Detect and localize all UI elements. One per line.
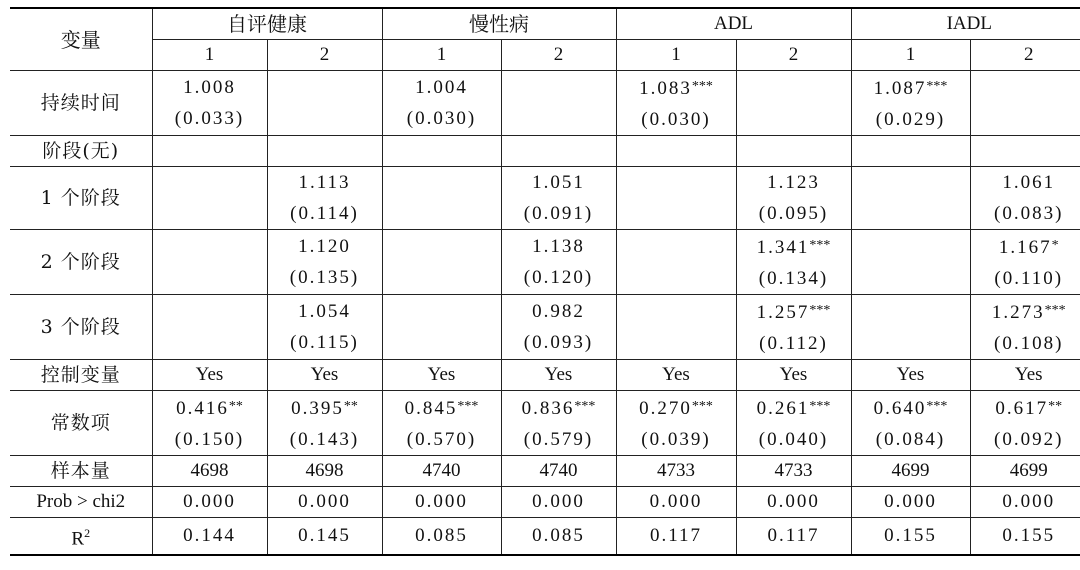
table-cell: 0.117 [616,518,736,556]
table-cell: 4733 [736,456,851,487]
table-cell [501,71,616,136]
table-cell [382,71,501,136]
table-cell: Yes [970,360,1080,391]
table-cell [267,391,382,456]
table-row [10,295,1080,360]
coefficient: 1.120 [298,236,351,257]
table-row [10,230,1080,295]
standard-error: (0.150) [174,429,245,450]
significance-stars: *** [809,303,831,318]
significance-stars: *** [691,399,713,414]
table-cell: 0.000 [152,487,267,518]
table-cell: 0.000 [616,487,736,518]
standard-error: (0.095) [758,203,829,224]
table-cell [736,295,851,360]
table-cell: 0.085 [501,518,616,556]
standard-error: (0.108) [994,333,1064,354]
standard-error: (0.040) [758,429,829,450]
table-cell: Yes [152,360,267,391]
standard-error: (0.092) [994,429,1064,450]
table-row [10,391,1080,456]
table-cell: 4740 [382,456,501,487]
table-cell [851,391,970,456]
significance-stars: *** [1044,303,1066,318]
table-cell [851,295,970,360]
coefficient: 0.640 [873,398,927,419]
table-cell [736,230,851,295]
standard-error: (0.030) [641,109,711,130]
significance-stars: *** [809,399,831,414]
group-header-iadl: IADL [851,8,1080,40]
coefficient: 1.123 [767,172,820,193]
table-cell [267,136,382,167]
standard-error: (0.039) [641,429,711,450]
table-cell [501,391,616,456]
standard-error: (0.134) [758,268,829,289]
coefficient: 1.008 [183,77,236,98]
coefficient: 1.083 [639,78,692,99]
row-label: 2 个阶段 [10,230,152,295]
coefficient: 1.138 [532,236,585,257]
row-label: 持续时间 [10,71,152,136]
table-cell: 0.155 [851,518,970,556]
group-header-chronic-disease: 慢性病 [382,8,616,40]
table-cell: 0.155 [970,518,1080,556]
table-cell: 4698 [267,456,382,487]
significance-stars: *** [574,399,596,414]
table-cell [382,230,501,295]
superscript: 2 [84,526,91,540]
table-cell: Yes [616,360,736,391]
table-cell [152,295,267,360]
table-cell: Yes [267,360,382,391]
standard-error: (0.110) [994,268,1064,289]
model-number: 2 [267,40,382,71]
table-cell [616,391,736,456]
table-cell: 0.144 [152,518,267,556]
table-cell: 0.000 [267,487,382,518]
coefficient: 1.257 [756,302,810,323]
coefficient: 1.167 [998,237,1052,258]
table-row [10,456,1080,487]
table-cell [851,71,970,136]
significance-stars: ** [343,399,358,414]
standard-error: (0.135) [289,267,360,288]
group-header-adl: ADL [616,8,851,40]
model-number: 1 [851,40,970,71]
table-cell [851,167,970,230]
coefficient: 1.113 [298,172,351,193]
group-header-self-rated-health: 自评健康 [152,8,382,40]
standard-error: (0.091) [523,203,594,224]
table-cell [152,167,267,230]
table-cell [152,230,267,295]
table-cell: 0.000 [970,487,1080,518]
table-cell: 0.085 [382,518,501,556]
header-row-groups [10,8,1080,40]
standard-error: (0.115) [290,332,359,353]
table-cell [851,230,970,295]
table-row [10,136,1080,167]
standard-error: (0.112) [759,333,828,354]
table-cell [970,167,1080,230]
table-cell: 0.000 [382,487,501,518]
table-cell [267,167,382,230]
standard-error: (0.033) [174,108,245,129]
significance-stars: ** [228,399,243,414]
significance-stars: *** [809,238,831,253]
table-cell [851,136,970,167]
row-label: 常数项 [10,391,152,456]
coefficient: 1.054 [298,301,351,322]
row-label: 3 个阶段 [10,295,152,360]
table-cell: 0.000 [851,487,970,518]
table-cell [616,295,736,360]
coefficient: 1.051 [532,172,585,193]
table-cell: 4699 [970,456,1080,487]
coefficient: 0.395 [291,398,344,419]
table-cell [501,167,616,230]
row-label: 阶段(无) [10,136,152,167]
significance-stars: *** [457,399,479,414]
coefficient: 0.845 [404,398,458,419]
model-number: 1 [382,40,501,71]
table-cell [616,136,736,167]
variable-header: 变量 [10,8,152,71]
table-cell [267,230,382,295]
header-row-models [10,40,1080,71]
coefficient: 0.617 [995,398,1049,419]
table-row [10,71,1080,136]
row-label: 1 个阶段 [10,167,152,230]
table-cell [501,136,616,167]
significance-stars: * [1051,238,1059,253]
table-row [10,167,1080,230]
table-cell: Yes [501,360,616,391]
standard-error: (0.570) [406,429,477,450]
regression-table [10,7,1080,556]
table-cell [382,295,501,360]
standard-error: (0.579) [523,429,594,450]
model-number: 2 [970,40,1080,71]
row-label: $R^2$ [10,518,152,556]
table-cell [152,391,267,456]
row-label: Prob > chi2 [10,487,152,518]
table-cell: 4733 [616,456,736,487]
standard-error: (0.093) [523,332,594,353]
coefficient: 1.273 [991,302,1045,323]
standard-error: (0.030) [406,108,477,129]
table-cell: Yes [736,360,851,391]
table-cell [736,136,851,167]
standard-error: (0.083) [994,203,1064,224]
table-cell [970,71,1080,136]
row-label: 样本量 [10,456,152,487]
table-cell [501,295,616,360]
coefficient: 0.982 [532,301,585,322]
model-number: 2 [501,40,616,71]
coefficient: 0.416 [176,398,229,419]
table-cell [382,167,501,230]
table-cell [501,230,616,295]
coefficient: 1.087 [873,78,927,99]
table-cell: 0.117 [736,518,851,556]
table-cell [970,230,1080,295]
standard-error: (0.114) [290,203,359,224]
table-cell [267,295,382,360]
significance-stars: *** [691,79,713,94]
table-cell [152,71,267,136]
table-cell: Yes [382,360,501,391]
table-cell [382,391,501,456]
table-row [10,487,1080,518]
table-cell [616,167,736,230]
standard-error: (0.143) [289,429,360,450]
table-cell: 4740 [501,456,616,487]
standard-error: (0.029) [875,109,946,130]
standard-error: (0.084) [875,429,946,450]
coefficient: 1.341 [756,237,810,258]
model-number: 1 [616,40,736,71]
coefficient: 1.004 [415,77,468,98]
coefficient: 1.061 [1002,172,1056,193]
model-number: 2 [736,40,851,71]
table-cell [736,391,851,456]
table-cell [152,136,267,167]
table-cell: Yes [851,360,970,391]
table-cell [382,136,501,167]
table-cell [616,71,736,136]
coefficient: 0.261 [756,398,810,419]
table-cell [970,391,1080,456]
table-cell [267,71,382,136]
table-cell [736,71,851,136]
table-cell [736,167,851,230]
table-cell: 4698 [152,456,267,487]
table-cell [970,295,1080,360]
model-number: 1 [152,40,267,71]
row-label: 控制变量 [10,360,152,391]
table-row [10,518,1080,556]
standard-error: (0.120) [523,267,594,288]
table-cell [616,230,736,295]
table-cell: 0.145 [267,518,382,556]
significance-stars: ** [1048,399,1063,414]
table-cell [970,136,1080,167]
table-row [10,360,1080,391]
significance-stars: *** [926,79,948,94]
table-cell: 4699 [851,456,970,487]
table-cell: 0.000 [736,487,851,518]
coefficient: 0.270 [639,398,692,419]
table-cell: 0.000 [501,487,616,518]
coefficient: 0.836 [521,398,575,419]
significance-stars: *** [926,399,948,414]
